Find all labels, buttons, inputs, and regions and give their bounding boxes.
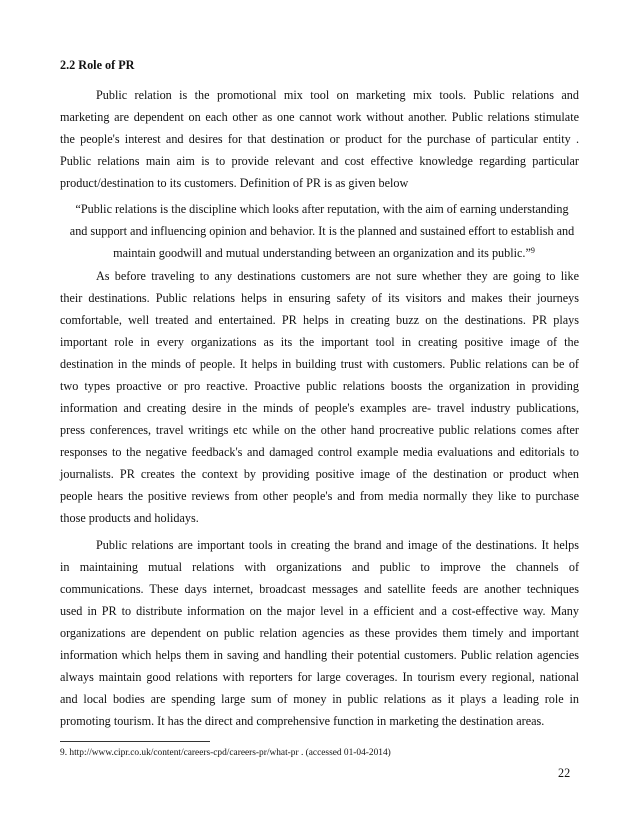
paragraph-line: used in PR to distribute information on the major level in a efficient and a cost-effective way. Many <box>60 604 579 618</box>
quote-line <box>104 246 544 261</box>
paragraph-line: press conferences, travel writings etc while on the other hand procreative public relations comes after <box>60 423 579 437</box>
paragraph-line: communications. These days internet, broadcast messages and satellite feeds are another techniques <box>60 582 579 596</box>
paragraph-line: their destinations. Public relations helps in ensuring safety of its visitors and makes their journeys <box>60 291 579 305</box>
paragraph-line: people hears the positive reviews from other people's and from media normally they like to purchase <box>60 489 579 503</box>
paragraph-line: information which helps them in saving and handling their potential customers. Public relation agencies <box>60 648 579 662</box>
paragraph-line: organizations are dependent on public relation agencies as these provides them timely and important <box>60 626 579 640</box>
paragraph-line: Public relations are important tools in creating the brand and image of the destinations. It helps <box>96 538 579 552</box>
page-number: 22 <box>558 766 571 780</box>
paragraph-line: product/destination to its customers. Definition of PR is as given below <box>60 176 409 190</box>
paragraph-line: responses to the negative feedback's and damaged control example media evaluations and editorials to <box>60 445 579 459</box>
paragraph-line: in maintaining mutual relations with organizations and public to improve the channels of <box>60 560 579 574</box>
paragraph-line: Public relations main aim is to provide relevant and cost effective knowledge regarding particular <box>60 154 579 168</box>
paragraph-line: marketing are dependent on each other as one cannot work without another. Public relations stimulate <box>60 110 579 124</box>
footnote-reference: 9 <box>530 246 535 255</box>
quote-line-text: maintain goodwill and mutual understanding between an organization and its public.” <box>113 246 531 260</box>
paragraph-line: As before traveling to any destinations customers are not sure whether they are going to like <box>96 269 579 283</box>
paragraph-line: and local bodies are spending large sum of money in public relations as it plays a leading role in <box>60 692 579 706</box>
paragraph-line: important role in every organizations as its the important tool in creating positive image of the <box>60 335 579 349</box>
paragraph-line: always maintain good relations with reporters for large coverages. In tourism every regional, national <box>60 670 579 684</box>
paragraph-line: Public relation is the promotional mix tool on marketing mix tools. Public relations and <box>96 88 579 102</box>
footnote-divider <box>60 741 210 742</box>
paragraph-line: two types proactive or pro reactive. Proactive public relations boosts the organization in providing <box>60 379 579 393</box>
paragraph-line: information and creating desire in the minds of people's examples are- travel industry publications, <box>60 401 579 415</box>
quote-line: “Public relations is the discipline which looks after reputation, with the aim of earning understanding <box>75 202 569 216</box>
footnote: 9. http://www.cipr.co.uk/content/careers-cpd/careers-pr/what-pr . (accessed 01-04-2014) <box>60 748 391 758</box>
section-heading: 2.2 Role of PR <box>60 58 135 72</box>
paragraph-line: promoting tourism. It has the direct and comprehensive function in marketing the destination areas. <box>60 714 545 728</box>
paragraph-line: journalists. PR creates the context by providing positive image of the destination or product when <box>60 467 579 481</box>
paragraph-line: destination in the minds of people. It helps in building trust with customers. Public relations can be of <box>60 357 579 371</box>
paragraph-line: those products and holidays. <box>60 511 199 525</box>
paragraph-line: comfortable, well treated and entertained. PR helps in creating buzz on the destinations. PR plays <box>60 313 579 327</box>
quote-line: and support and influencing opinion and behavior. It is the planned and sustained effort to establish and <box>69 224 575 238</box>
paragraph-line: the people's interest and desires for that destination or product for the purchase of particular entity . <box>60 132 579 146</box>
